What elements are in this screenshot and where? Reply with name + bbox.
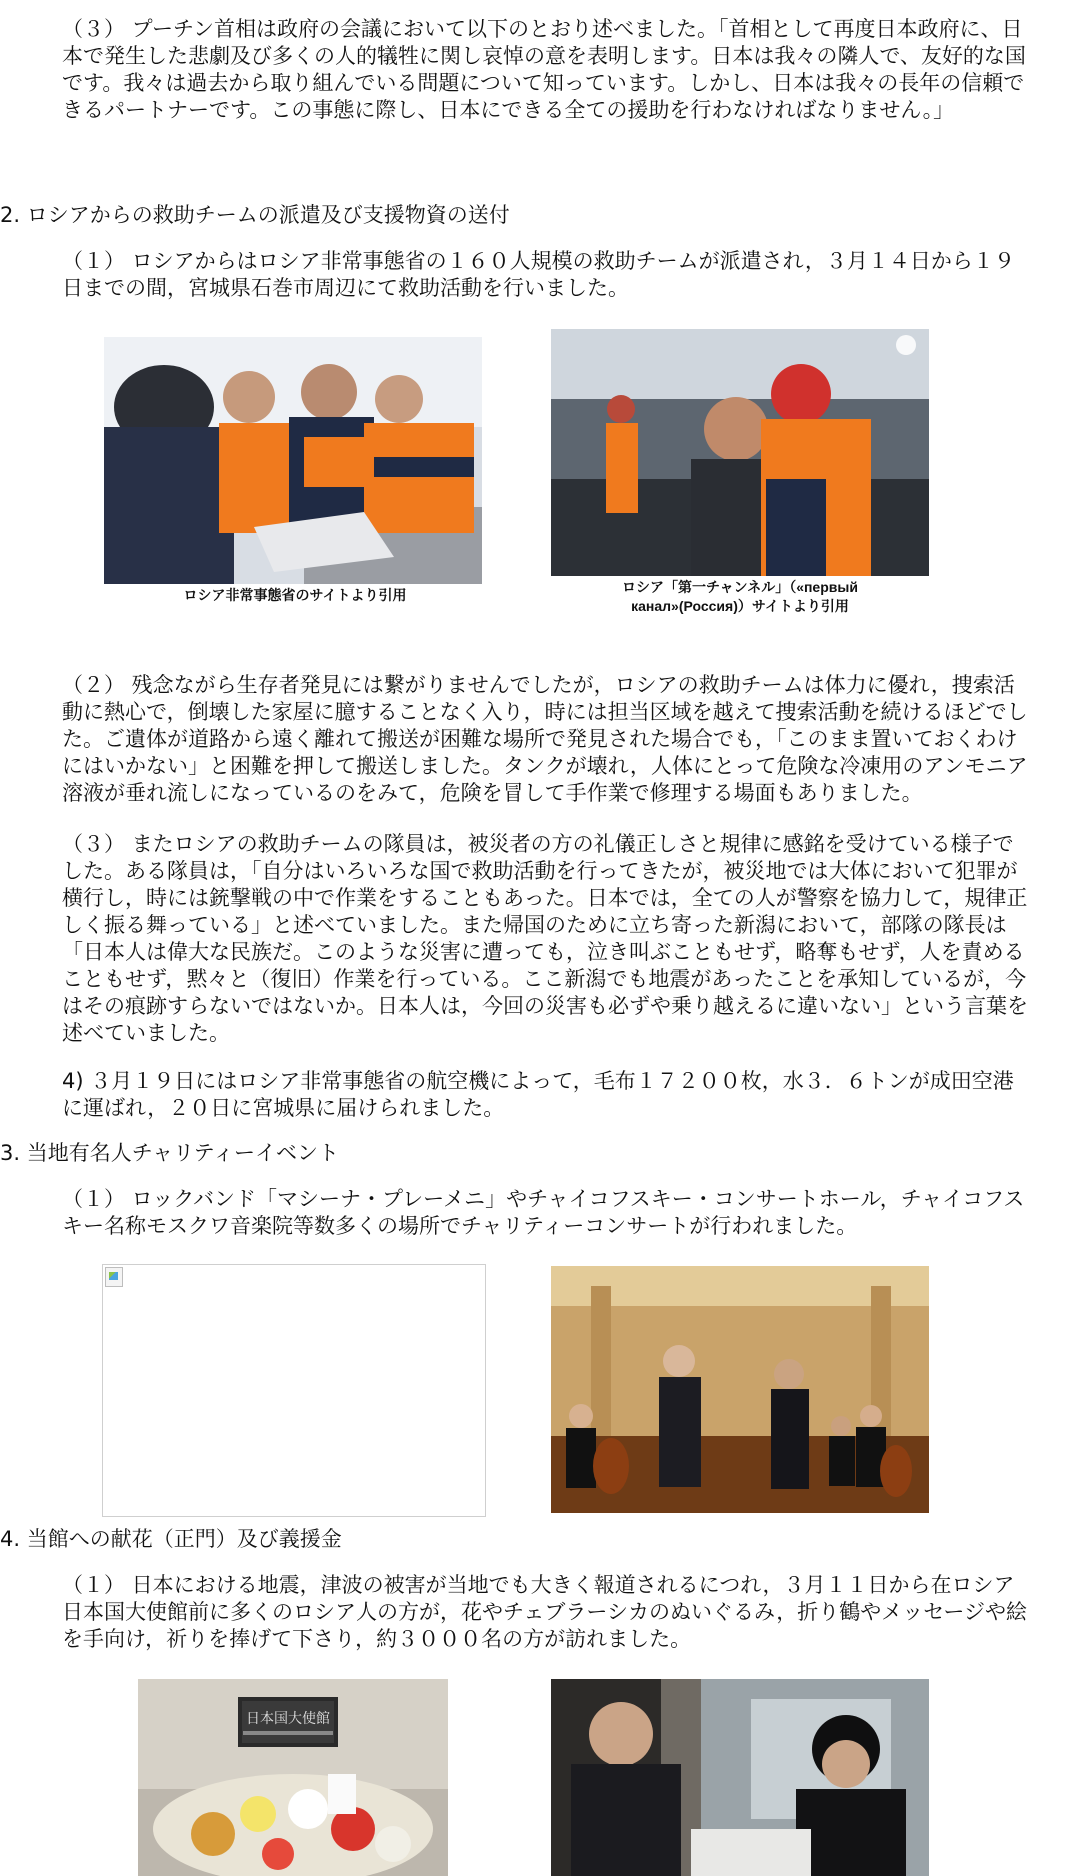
- rescuer-embrace-image: [551, 329, 929, 576]
- caption-emergency-ministry: ロシア非常事態省のサイトより引用: [183, 587, 407, 603]
- paragraph-rescue-team: （１） ロシアからはロシア非常事態省の１６０人規模の救助チームが派遣され，３月１４日から１９日までの間，宮城県石巻市周辺にて救助活動を行いました。: [62, 249, 1015, 300]
- paragraph-relief-supplies: 4) ３月１９日にはロシア非常事態省の航空機によって，毛布１７２００枚，水３．６トンが成田空港に運ばれ，２０日に宮城県に届けられました。: [62, 1069, 1014, 1120]
- section-heading-4: 4. 当館への献花（正門）及び義援金: [0, 1527, 342, 1551]
- photo-charity-concert: [551, 1266, 929, 1513]
- rescue-workers-image: [104, 337, 482, 584]
- section-heading-3: 3. 当地有名人チャリティーイベント: [0, 1141, 339, 1165]
- photo-embassy-flowers: [138, 1679, 448, 1876]
- photo-rescue-workers: [104, 337, 482, 584]
- embassy-sign-text: 日本国大使館: [246, 1711, 330, 1727]
- paragraph-flowers-donations: （１） 日本における地震，津波の被害が当地でも大きく報道されるにつれ，３月１１日から在ロシア日本国大使館前に多くのロシア人の方が，花やチェブラーシカのぬいぐるみ，折り鶴やメッセージや絵を手向け，祈りを捧げて下さり，約３０００名の方が訪れました。: [62, 1573, 1027, 1651]
- charity-concert-image: [551, 1266, 929, 1513]
- section-heading-2: 2. ロシアからの救助チームの派遣及び支援物資の送付: [0, 203, 510, 227]
- photo-rescuer-embrace: [551, 329, 929, 576]
- photo-donation: [551, 1679, 929, 1876]
- paragraph-team-impressions: （３） またロシアの救助チームの隊員は，被災者の方の礼儀正しさと規律に感銘を受けている様子でした。ある隊員は，「自分はいろいろな国で救助活動を行ってきたが，被災地では大体において犯罪が横行し，時には銃撃戦の中で作業をすることもあった。日本では，全ての人が警察を協力して，規律正しく振る舞っている」と述べていました。また帰国のために立ち寄った新潟において，部隊の隊長は「日本人は偉大な民族だ。このような災害に遭っても，泣き叫ぶこともせず，略奪もせず，人を責めることもせず，黙々と（復旧）作業を行っている。ここ新潟でも地震があったことを承知しているが，今はその痕跡すらないではないか。日本人は，今回の災害も必ずや乗り越えるに違いない」という言葉を述べていました。: [62, 832, 1028, 1045]
- donation-image: [551, 1679, 929, 1876]
- paragraph-putin-statement: （３） プーチン首相は政府の会議において以下のとおり述べました。「首相として再度日本政府に、日本で発生した悲劇及び多くの人的犠牲に関し哀悼の意を表明します。日本は我々の隣人で、友好的な国です。我々は過去から取り組んでいる問題について知っています。しかし、日本は我々の長年の信頼できるパートナーです。この事態に際し、日本にできる全ての援助を行わなければなりません。」: [62, 17, 1026, 122]
- paragraph-rescue-efforts: （２） 残念ながら生存者発見には繋がりませんでしたが，ロシアの救助チームは体力に優れ，捜索活動に熱心で，倒壊した家屋に臆することなく入り，時には担当区域を越えて捜索活動を続けるほどでした。ご遺体が道路から遠く離れて搬送が困難な場所で発見された場合でも，「このまま置いておくわけにはいかない」と困難を押して搬送しました。タンクが壊れ，人体にとって危険な冷凍用のアンモニア溶液が垂れ流しになっているのをみて，危険を冒して手作業で修理する場面もありました。: [62, 673, 1028, 805]
- broken-image-icon: [105, 1267, 123, 1287]
- broken-image-placeholder: [102, 1264, 486, 1517]
- embassy-flowers-image: [138, 1679, 448, 1876]
- caption-first-channel: ロシア「第一チャンネル」（«первый канал»(Россия)）サイトより引用: [622, 579, 858, 614]
- paragraph-charity-concerts: （１） ロックバンド「マシーナ・プレーメニ」やチャイコフスキー・コンサートホール，チャイコフスキー名称モスクワ音楽院等数多くの場所でチャリティーコンサートが行われました。: [62, 1187, 1025, 1238]
